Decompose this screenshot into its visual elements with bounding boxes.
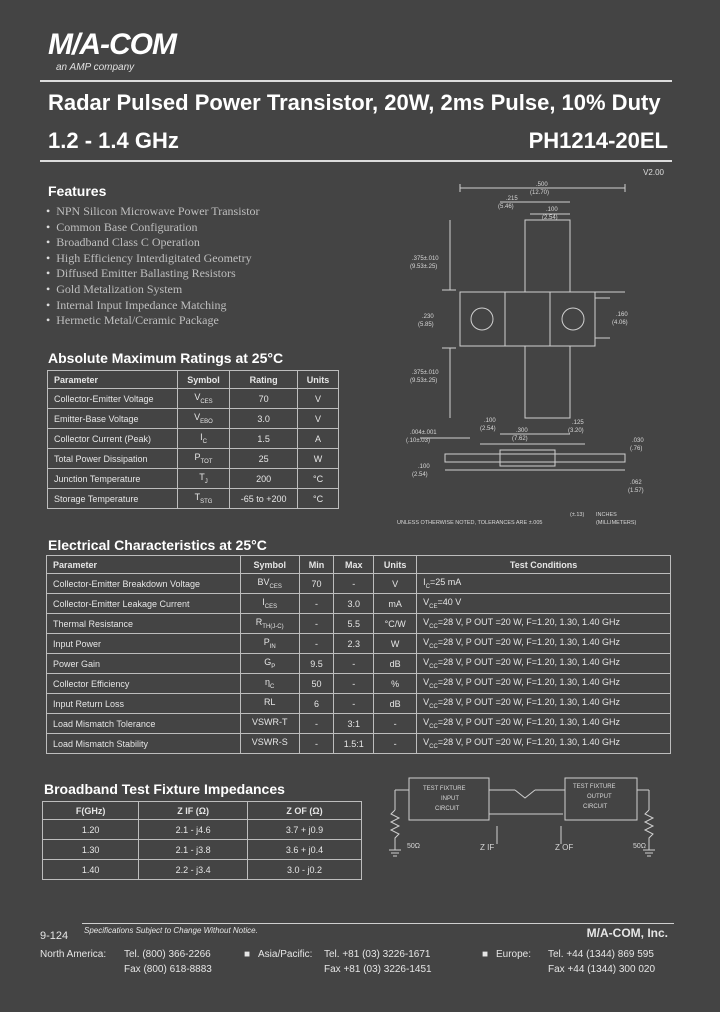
- cell: $V_{CC}=28$ V, P OUT =20 W, F=1.20, 1.30, 1.40 GHz: [417, 734, 671, 754]
- fax-number: Fax +81 (03) 3226-1451: [324, 964, 432, 975]
- cell: $T_{STG}$: [177, 489, 229, 509]
- cell: 3.7 + j0.9: [248, 820, 362, 840]
- cell: -: [374, 734, 417, 754]
- cell: -: [334, 674, 374, 694]
- cell: 3.0: [334, 594, 374, 614]
- region-asia-pacific: Asia/Pacific:: [258, 949, 313, 960]
- dim-label: .375±.010: [412, 370, 439, 376]
- table-row: [48, 409, 339, 429]
- table-row: [47, 734, 671, 754]
- cell: 1.30: [43, 840, 139, 860]
- dim-label: .300: [516, 428, 528, 434]
- column-header: Min: [299, 556, 333, 574]
- cell: 2.1 - j3.8: [139, 840, 248, 860]
- output-box-label: OUTPUT: [587, 794, 612, 800]
- cell: -: [299, 614, 333, 634]
- table-row: [48, 449, 339, 469]
- dim-label: (2.54): [480, 426, 496, 432]
- impedance-table: [42, 801, 362, 880]
- cell: Input Power: [47, 634, 241, 654]
- cell: A: [298, 429, 339, 449]
- cell: Junction Temperature: [48, 469, 178, 489]
- cell: W: [298, 449, 339, 469]
- bullet-icon: ■: [244, 949, 251, 960]
- column-header: Max: [334, 556, 374, 574]
- cell: 1.20: [43, 820, 139, 840]
- cell: -: [299, 634, 333, 654]
- table-row: [47, 594, 671, 614]
- table-row: [47, 634, 671, 654]
- cell: °C: [298, 489, 339, 509]
- disclaimer: Specifications Subject to Change Without Notice.: [84, 926, 258, 935]
- cell: $I_C=25$ mA: [417, 574, 671, 594]
- cell: 5.5: [334, 614, 374, 634]
- column-header: Rating: [230, 371, 298, 389]
- cell: Power Gain: [47, 654, 241, 674]
- table-row: [47, 574, 671, 594]
- output-box-label: TEST FIXTURE: [573, 784, 616, 790]
- title-rule: [40, 160, 672, 162]
- dim-label: (12.70): [530, 190, 550, 196]
- cell: dB: [374, 694, 417, 714]
- page-number: 9-124: [40, 930, 69, 942]
- cell: 200: [230, 469, 298, 489]
- features-list: [46, 204, 260, 329]
- table-row: [43, 820, 362, 840]
- cell: 2.3: [334, 634, 374, 654]
- dim-label: (4.06): [612, 320, 628, 326]
- cell: $V_{CC}=28$ V, P OUT =20 W, F=1.20, 1.30, 1.40 GHz: [417, 714, 671, 734]
- cell: V: [298, 389, 339, 409]
- package-outline-drawing: [360, 178, 670, 528]
- table-row: [47, 694, 671, 714]
- input-box-label: CIRCUIT: [435, 806, 460, 812]
- cell: 6: [299, 694, 333, 714]
- cell: -65 to +200: [230, 489, 298, 509]
- resistor-label: 50Ω: [633, 843, 647, 850]
- column-header: Z OF (Ω): [248, 802, 362, 820]
- cell: 3:1: [334, 714, 374, 734]
- cell: V: [374, 574, 417, 594]
- cell: VSWR-S: [240, 734, 299, 754]
- cell: $T_J$: [177, 469, 229, 489]
- phone-number: Tel. +44 (1344) 869 595: [548, 949, 654, 960]
- cell: Total Power Dissipation: [48, 449, 178, 469]
- dim-label: (7.62): [512, 436, 528, 442]
- cell: 2.2 - j3.4: [139, 860, 248, 880]
- dim-label: .375±.010: [412, 256, 439, 262]
- cell: Input Return Loss: [47, 694, 241, 714]
- cell: 9.5: [299, 654, 333, 674]
- cell: 70: [230, 389, 298, 409]
- cell: 2.1 - j4.6: [139, 820, 248, 840]
- table-row: [48, 469, 339, 489]
- cell: $V_{EBO}$: [177, 409, 229, 429]
- electrical-table: [46, 555, 671, 754]
- test-fixture-circuit-diagram: [385, 770, 675, 880]
- impedance-heading: Broadband Test Fixture Impedances: [44, 781, 285, 797]
- cell: $I_C$: [177, 429, 229, 449]
- region-europe: Europe:: [496, 949, 532, 960]
- cell: VSWR-T: [240, 714, 299, 734]
- column-header: Test Conditions: [417, 556, 671, 574]
- cell: $G_P$: [240, 654, 299, 674]
- logo-tagline: an AMP company: [56, 62, 135, 73]
- cell: 1.40: [43, 860, 139, 880]
- zif-label: Z IF: [480, 843, 495, 852]
- dim-label: (.10±.03): [406, 438, 430, 444]
- cell: 3.0 - j0.2: [248, 860, 362, 880]
- dim-label: .500: [536, 182, 548, 188]
- fax-number: Fax +44 (1344) 300 020: [548, 964, 656, 975]
- dim-label: .230: [422, 314, 434, 320]
- column-header: Parameter: [47, 556, 241, 574]
- tolerance-note: UNLESS OTHERWISE NOTED, TOLERANCES ARE ±.005: [397, 520, 543, 526]
- company-logo: M/A-COM: [48, 28, 176, 61]
- cell: $\eta_C$: [240, 674, 299, 694]
- dim-label: (9.53±.25): [410, 264, 438, 270]
- feature-item: • Gold Metalization System: [46, 282, 260, 298]
- table-row: [43, 860, 362, 880]
- dim-label: .030: [632, 438, 644, 444]
- table-header-row: [48, 371, 339, 389]
- cell: Load Mismatch Tolerance: [47, 714, 241, 734]
- phone-number: Tel. +81 (03) 3226-1671: [324, 949, 431, 960]
- cell: 1.5: [230, 429, 298, 449]
- cell: Collector-Emitter Leakage Current: [47, 594, 241, 614]
- dim-label: (±.13): [570, 512, 585, 518]
- cell: Load Mismatch Stability: [47, 734, 241, 754]
- output-box-label: CIRCUIT: [583, 804, 608, 810]
- cell: -: [374, 714, 417, 734]
- cell: 50: [299, 674, 333, 694]
- cell: $P_{IN}$: [240, 634, 299, 654]
- table-row: [47, 654, 671, 674]
- cell: 25: [230, 449, 298, 469]
- cell: V: [298, 409, 339, 429]
- cell: -: [334, 574, 374, 594]
- cell: $V_{CE}=40$ V: [417, 594, 671, 614]
- table-row: [48, 429, 339, 449]
- dim-label: .215: [506, 196, 518, 202]
- cell: 70: [299, 574, 333, 594]
- top-rule: [40, 80, 672, 82]
- table-row: [47, 674, 671, 694]
- column-header: Parameter: [48, 371, 178, 389]
- bullet-icon: ■: [482, 949, 489, 960]
- cell: -: [334, 654, 374, 674]
- company-name: M/A-COM, Inc.: [586, 926, 668, 940]
- dim-label: (2.54): [412, 472, 428, 478]
- column-header: Units: [298, 371, 339, 389]
- input-box-label: TEST FIXTURE: [423, 786, 466, 792]
- cell: mA: [374, 594, 417, 614]
- fax-number: Fax (800) 618-8883: [124, 964, 212, 975]
- cell: 1.5:1: [334, 734, 374, 754]
- cell: $V_{CES}$: [177, 389, 229, 409]
- cell: $V_{CC}=28$ V, P OUT =20 W, F=1.20, 1.30, 1.40 GHz: [417, 634, 671, 654]
- features-heading: Features: [48, 183, 107, 199]
- cell: 3.6 + j0.4: [248, 840, 362, 860]
- dim-label: .062: [630, 480, 642, 486]
- table-row: [47, 614, 671, 634]
- dim-label: (3.20): [568, 428, 584, 434]
- feature-item: • Internal Input Impedance Matching: [46, 298, 260, 314]
- table-row: [48, 389, 339, 409]
- dim-label: .160: [616, 312, 628, 318]
- dim-label: (.76): [630, 446, 643, 452]
- cell: W: [374, 634, 417, 654]
- cell: Storage Temperature: [48, 489, 178, 509]
- cell: $V_{CC}=28$ V, P OUT =20 W, F=1.20, 1.30, 1.40 GHz: [417, 654, 671, 674]
- feature-item: • NPN Silicon Microwave Power Transistor: [46, 204, 260, 220]
- units-note: (MILLIMETERS): [596, 520, 637, 526]
- page-title: Radar Pulsed Power Transistor, 20W, 2ms Pulse, 10% Duty: [48, 90, 661, 115]
- region-north-america: North America:: [40, 949, 107, 960]
- cell: Collector-Emitter Breakdown Voltage: [47, 574, 241, 594]
- frequency-range: 1.2 - 1.4 GHz: [48, 128, 179, 153]
- cell: Collector Current (Peak): [48, 429, 178, 449]
- cell: -: [334, 694, 374, 714]
- cell: $I_{CES}$: [240, 594, 299, 614]
- feature-item: • Common Base Configuration: [46, 220, 260, 236]
- feature-item: • Hermetic Metal/Ceramic Package: [46, 313, 260, 329]
- table-header-row: [43, 802, 362, 820]
- table-row: [43, 840, 362, 860]
- feature-item: • High Efficiency Interdigitated Geometry: [46, 251, 260, 267]
- version-label: V2.00: [643, 168, 664, 177]
- dim-label: (1.57): [628, 488, 644, 494]
- zof-label: Z OF: [555, 843, 574, 852]
- cell: $R_{TH(J-C)}$: [240, 614, 299, 634]
- dim-label: (9.53±.25): [410, 378, 438, 384]
- dim-label: (2.54): [542, 215, 558, 221]
- electrical-heading: Electrical Characteristics at 25°C: [48, 537, 267, 553]
- cell: 3.0: [230, 409, 298, 429]
- cell: °C: [298, 469, 339, 489]
- cell: $BV_{CES}$: [240, 574, 299, 594]
- dim-label: .125: [572, 420, 584, 426]
- cell: °C/W: [374, 614, 417, 634]
- dim-label: (5.46): [498, 204, 514, 210]
- cell: dB: [374, 654, 417, 674]
- table-row: [48, 489, 339, 509]
- cell: $V_{CC}=28$ V, P OUT =20 W, F=1.20, 1.30, 1.40 GHz: [417, 614, 671, 634]
- cell: -: [299, 594, 333, 614]
- cell: Emitter-Base Voltage: [48, 409, 178, 429]
- phone-number: Tel. (800) 366-2266: [124, 949, 211, 960]
- cell: %: [374, 674, 417, 694]
- dim-label: .004±.001: [410, 430, 437, 436]
- cell: Thermal Resistance: [47, 614, 241, 634]
- cell: -: [299, 714, 333, 734]
- dim-label: .100: [418, 464, 430, 470]
- cell: Collector-Emitter Voltage: [48, 389, 178, 409]
- abs-max-heading: Absolute Maximum Ratings at 25°C: [48, 350, 284, 366]
- cell: $V_{CC}=28$ V, P OUT =20 W, F=1.20, 1.30, 1.40 GHz: [417, 694, 671, 714]
- part-number: PH1214-20EL: [528, 128, 668, 153]
- resistor-label: 50Ω: [407, 843, 421, 850]
- cell: $P_{TOT}$: [177, 449, 229, 469]
- cell: -: [299, 734, 333, 754]
- column-header: Symbol: [240, 556, 299, 574]
- input-box-label: INPUT: [441, 796, 459, 802]
- units-note: INCHES: [596, 512, 617, 518]
- dim-label: .100: [546, 207, 558, 213]
- dim-label: .100: [484, 418, 496, 424]
- table-header-row: [47, 556, 671, 574]
- dim-label: (5.85): [418, 322, 434, 328]
- column-header: Z IF (Ω): [139, 802, 248, 820]
- feature-item: • Broadband Class C Operation: [46, 235, 260, 251]
- cell: $V_{CC}=28$ V, P OUT =20 W, F=1.20, 1.30, 1.40 GHz: [417, 674, 671, 694]
- abs-max-table: [47, 370, 339, 509]
- cell: Collector Efficiency: [47, 674, 241, 694]
- feature-item: • Diffused Emitter Ballasting Resistors: [46, 266, 260, 282]
- table-row: [47, 714, 671, 734]
- column-header: Symbol: [177, 371, 229, 389]
- column-header: Units: [374, 556, 417, 574]
- footer-rule: [82, 923, 674, 924]
- cell: RL: [240, 694, 299, 714]
- column-header: F(GHz): [43, 802, 139, 820]
